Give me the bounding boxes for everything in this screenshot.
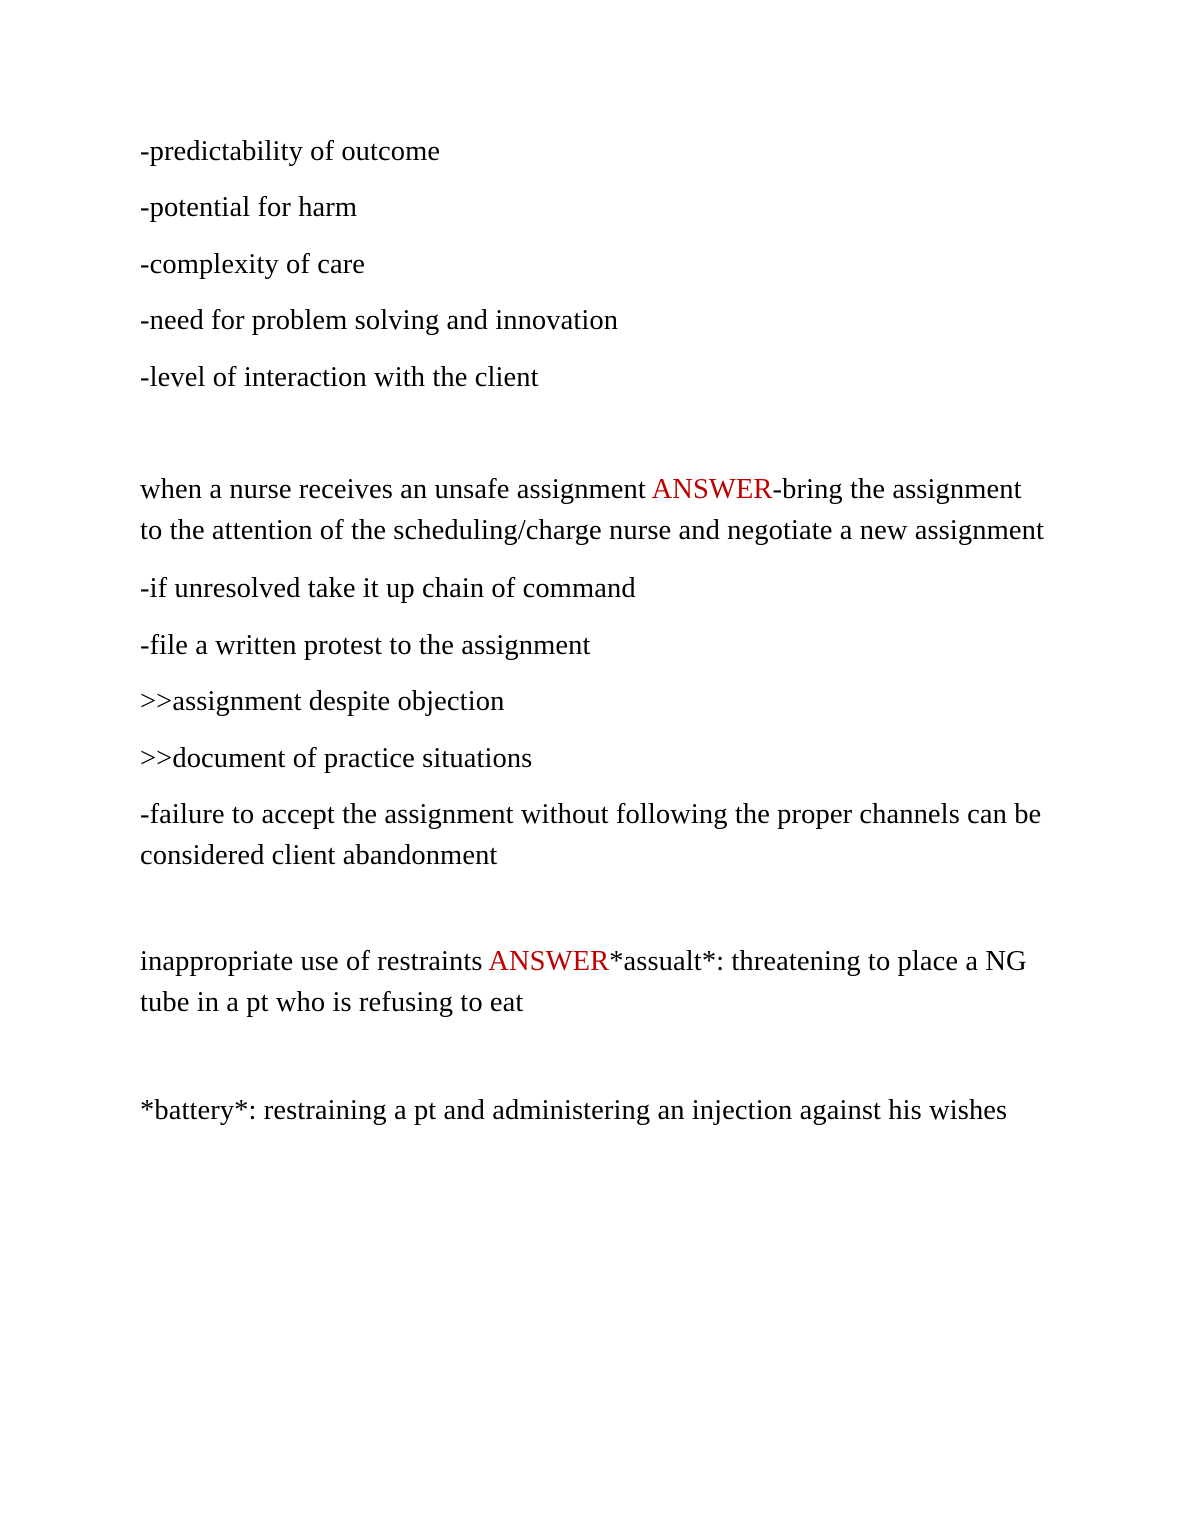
section-spacer: [140, 414, 1050, 470]
definition-paragraph: *battery*: restraining a pt and administering an injection against his wishes: [140, 1095, 1008, 1127]
list-item: -predictability of outcome: [140, 136, 441, 167]
answer-label: ANSWER: [488, 946, 610, 978]
list-item: -file a written protest to the assignment: [140, 629, 591, 661]
answer-label: ANSWER: [651, 474, 773, 506]
list-item: -potential for harm: [140, 192, 358, 224]
list-item: >>assignment despite objection: [140, 686, 505, 718]
answer-text: -bring the assignment to the attention of the scheduling/charge nurse and negotiate a new assignment: [140, 474, 1044, 546]
section-spacer: [140, 1041, 1050, 1091]
question-answer-paragraph: [140, 470, 1050, 551]
list-item: -complexity of care: [140, 248, 366, 280]
question-text: inappropriate use of restraints: [140, 946, 489, 978]
question-text: when a nurse receives an unsafe assignment: [140, 474, 652, 506]
section-spacer: [140, 892, 1050, 942]
question-answer-paragraph: [140, 942, 1050, 1023]
list-item: -need for problem solving and innovation: [140, 305, 619, 337]
list-item: -failure to accept the assignment without following the proper channels can be considered client abandonment: [140, 799, 1042, 871]
list-item: >>document of practice situations: [140, 742, 533, 774]
list-item: -level of interaction with the client: [140, 361, 539, 393]
list-item: -if unresolved take it up chain of command: [140, 573, 636, 605]
answer-text: *assualt*: threatening to place a NG tube in a pt who is refusing to eat: [140, 946, 1027, 1018]
